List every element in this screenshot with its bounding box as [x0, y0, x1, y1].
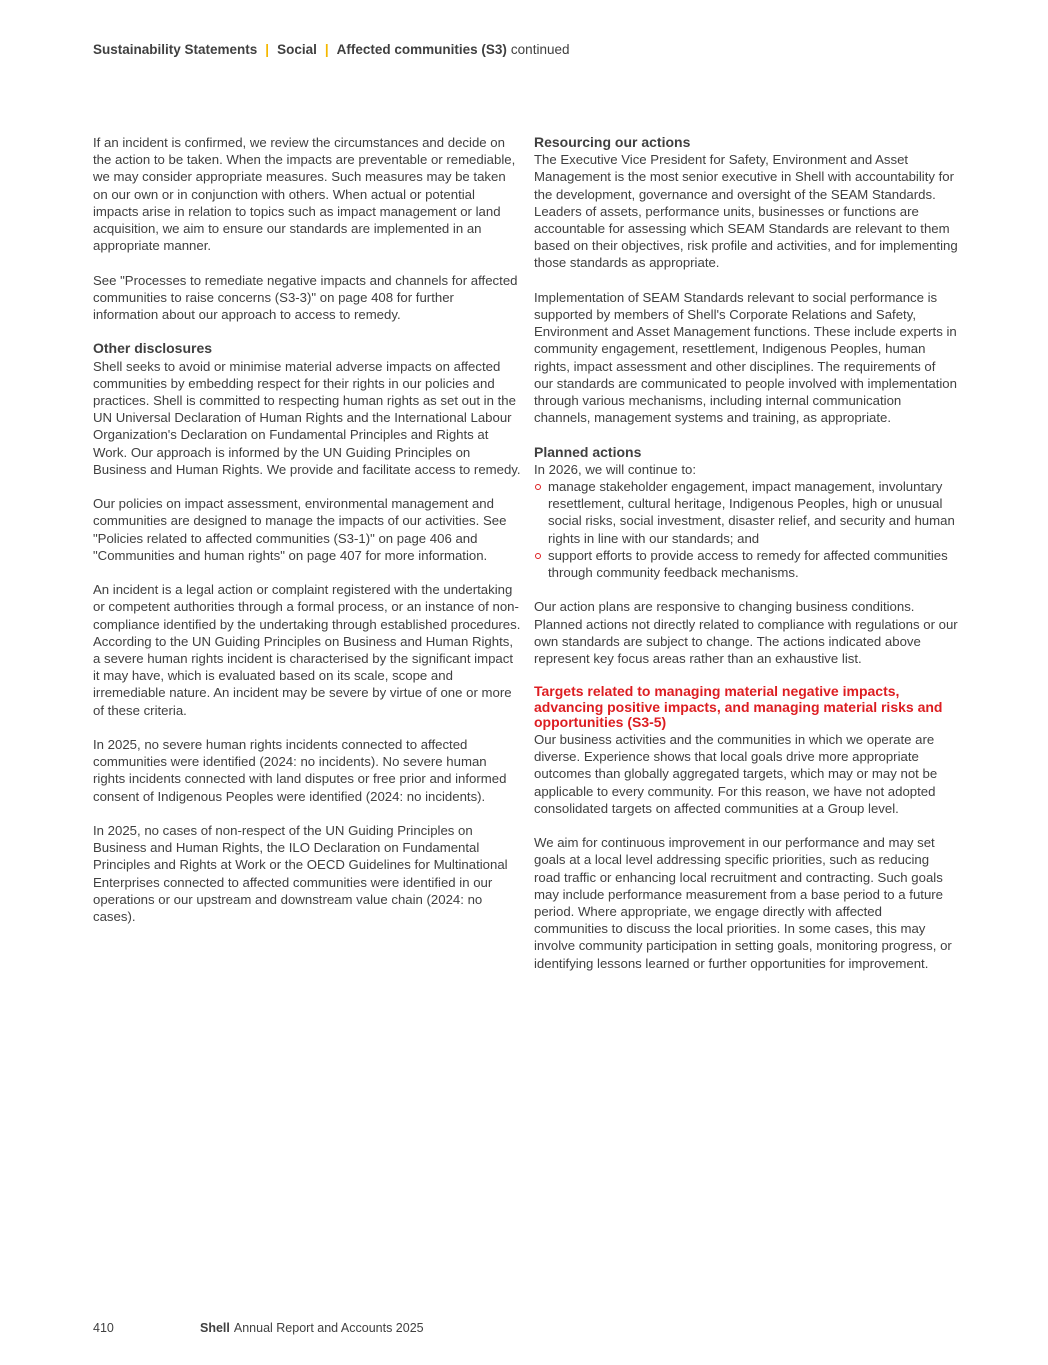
breadcrumb-continued: continued [510, 42, 570, 57]
paragraph: We aim for continuous improvement in our performance and may set goals at a local level addressing specific priorities, such as reducing road traffic or enhancing local recruitment and contracting. Such goals may include performance measurement from a base period to a future period. Where appropriate, we engage directly with affected communities to discuss the local priorities. In some cases, this may involve community participation in setting goals, monitoring progress, or identifying lessons learned or further opportunities for improvement. [534, 835, 952, 971]
section-heading-planned-actions: Planned actions [534, 443, 642, 460]
brand-name: Shell [200, 1321, 230, 1335]
breadcrumb-social: Social [277, 42, 317, 57]
right-column [534, 134, 958, 989]
paragraph: In 2025, no severe human rights incidents connected to affected communities were identified (2024: no incidents). No severe human rights incidents connected with land disputes or free prior and informed consent of Indigenous Peoples were identified (2024: no incidents). [93, 737, 507, 804]
breadcrumb-separator: | [324, 42, 329, 57]
paragraph: An incident is a legal action or complaint registered with the undertaking or competent authorities through a formal process, or an instance of non-compliance identified by the undertaking through established procedures. According to the UN Guiding Principles on Business and Human Rights, a severe human rights incident is characterised by the significant impact it may have, which is evaluated based on its scale, scope and irremediable nature. An incident may be severe by virtue of one or more of these criteria. [93, 582, 521, 718]
paragraph: Implementation of SEAM Standards relevant to social performance is supported by members of Shell's Corporate Relations and Safety, Environment and Asset Management functions. These include experts in community engagement, resettlement, Indigenous Peoples, human rights, impact assessment and other disciplines. The requirements of our standards are communicated to people involved with implementation through various mechanisms, including internal communication channels, management systems and training, as appropriate. [534, 289, 957, 426]
paragraph: Shell seeks to avoid or minimise material adverse impacts on affected communities by embedding respect for their rights in our policies and practices. Shell is committed to respecting human rights as set out in the UN Universal Declaration of Human Rights and the International Labour Organization's Declaration on Fundamental Principles and Rights at Work. Our approach is informed by the UN Guiding Principles on Business and Human Rights. We provide and facilitate access to remedy. [93, 358, 521, 477]
paragraph: Our action plans are responsive to changing business conditions. Planned actions not directly related to compliance with regulations or our own standards are subject to change. The actions indicated above represent key focus areas rather than an exhaustive list. [534, 599, 958, 667]
breadcrumb-separator: | [265, 42, 270, 57]
paragraph: Our business activities and the communities in which we operate are diverse. Experience shows that local goals drive more appropriate outcomes than globally aggregated targets, which may or may not be applicable to every community. For this reason, we have not adopted consolidated targets on affected communities at a Group level. [534, 731, 938, 816]
section-heading-other-disclosures: Other disclosures [93, 340, 213, 357]
breadcrumb-sustainability: Sustainability Statements [93, 42, 258, 57]
paragraph: Our policies on impact assessment, environmental management and communities are designed to manage the impacts of our activities. See "Policies related to affected communities (S3-1)" on page 406 and "Communities and human rights" on page 407 for more information. [93, 496, 507, 563]
section-heading-targets: Targets related to managing material negative impacts, advancing positive impacts, and managing material risks and opportunities (S3-5) [534, 683, 943, 731]
list-item: manage stakeholder engagement, impact management, involuntary resettlement, cultural heritage, Indigenous Peoples, high or unusual social risks, social investment, disaster relief, and security and human rights in line with our standards; and [534, 478, 958, 547]
breadcrumb [93, 42, 569, 57]
list-item: support efforts to provide access to remedy for affected communities through community feedback mechanisms. [534, 547, 958, 581]
planned-intro: In 2026, we will continue to: [534, 461, 697, 477]
report-title: Annual Report and Accounts 2025 [233, 1321, 424, 1335]
paragraph: See "Processes to remediate negative impacts and channels for affected communities to raise concerns (S3-3)" on page 408 for further information about our approach to access to remedy. [93, 272, 518, 323]
planned-actions-list [534, 478, 958, 581]
left-column [93, 134, 521, 942]
footer-brand [200, 1321, 424, 1335]
paragraph: If an incident is confirmed, we review the circumstances and decide on the action to be taken. When the impacts are preventable or remediable, we may consider appropriate measures. Such measures may be taken on our own or in conjunction with others. When actual or potential impacts arise in relation to topics such as impact management or land acquisition, we aim to ensure our standards are implemented in an appropriate manner. [93, 135, 516, 254]
paragraph: The Executive Vice President for Safety, Environment and Asset Management is the most senior executive in Shell with accountability for the development, governance and oversight of the SEAM Standards. Leaders of assets, performance units, businesses or functions are accountable for assessing which SEAM Standards are relevant to them based on their objectives, risk profile and activities, and for implementing those standards as appropriate. [534, 152, 958, 271]
page-number: 410 [93, 1321, 114, 1335]
breadcrumb-affected-communities: Affected communities (S3) [336, 42, 507, 57]
section-heading-resourcing: Resourcing our actions [534, 134, 691, 150]
page-footer [93, 1321, 424, 1335]
paragraph: In 2025, no cases of non-respect of the UN Guiding Principles on Business and Human Rights, the ILO Declaration on Fundamental Principles and Rights at Work or the OECD Guidelines for Multinational Enterprises connected to affected communities were identified in our operations or our upstream and downstream value chain (2024: no cases). [93, 823, 508, 925]
